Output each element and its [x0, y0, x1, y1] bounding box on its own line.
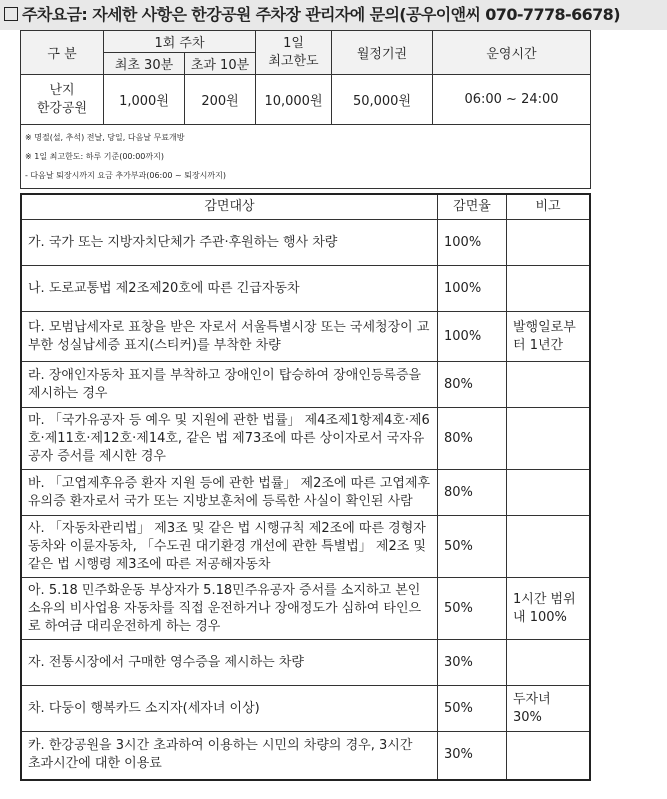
header-monthly: 월정기권	[332, 31, 433, 75]
page-title-text: 주차요금: 자세한 사항은 한강공원 주차장 관리자에 문의(공우이앤씨 070-7778-6678)	[22, 5, 620, 24]
discount-row	[21, 686, 590, 732]
cell-extra10: 200원	[185, 75, 256, 125]
discount-rate: 80%	[438, 362, 507, 408]
discount-target	[21, 516, 438, 578]
row-park-name	[21, 75, 104, 125]
discount-target	[21, 408, 438, 470]
cell-daily-max: 10,000원	[256, 75, 332, 125]
discount-row	[21, 408, 590, 470]
target-line: 가. 국가 또는 지방자치단체가 주관·후원하는 행사 차량	[28, 234, 338, 250]
discount-remark	[507, 516, 591, 578]
discount-remark	[507, 732, 591, 780]
park-name-1: 난지	[49, 82, 75, 98]
target-line: 사. 「자동차관리법」 제3조 및 같은 법 시행규칙 제2조에 따른 경형자	[28, 520, 426, 536]
discount-rate: 50%	[438, 578, 507, 640]
target-line: 바. 「고엽제후유증 환자 지원 등에 관한 법률」 제2조에 따른 고엽제후	[28, 475, 431, 491]
discount-rate: 30%	[438, 640, 507, 686]
remark-line: 1시간 범위	[513, 591, 576, 607]
cell-first30: 1,000원	[104, 75, 185, 125]
note-line: ※ 1일 최고한도: 하루 기준(00:00까지)	[25, 152, 164, 161]
header-first30: 최초 30분	[104, 53, 185, 75]
discount-remark	[507, 640, 591, 686]
discount-target	[21, 220, 438, 266]
discount-row	[21, 578, 590, 640]
cell-monthly: 50,000원	[332, 75, 433, 125]
target-line: 나. 도로교통법 제2조제20호에 따른 긴급자동차	[28, 280, 300, 296]
target-line: 차. 다둥이 행복카드 소지자(세자녀 이상)	[28, 700, 260, 716]
discount-rate: 80%	[438, 470, 507, 516]
header-remark: 비고	[507, 194, 591, 220]
fee-notes	[21, 125, 591, 189]
target-line: 라. 장애인자동차 표지를 부착하고 장애인이 탑승하여 장애인등록증을	[28, 367, 422, 383]
remark-line: 터 1년간	[513, 337, 564, 353]
target-line: 자. 전통시장에서 구매한 영수증을 제시하는 차량	[28, 654, 304, 670]
target-line: 로 하여금 대리운전하게 하는 경우	[28, 618, 221, 634]
discount-remark	[507, 362, 591, 408]
target-line: 카. 한강공원을 3시간 초과하여 이용하는 시민의 차량의 경우, 3시간	[28, 738, 413, 754]
discount-row	[21, 516, 590, 578]
discount-remark	[507, 312, 591, 362]
target-line: 초과시간에 대한 이용료	[28, 756, 162, 772]
header-hours: 운영시간	[433, 31, 591, 75]
note-line: - 다음날 퇴장시까지 요금 추가부과(06:00 ~ 퇴장시까지)	[25, 171, 226, 180]
page-title	[0, 0, 667, 30]
fee-table	[20, 30, 591, 189]
remark-line: 두자녀	[513, 691, 551, 707]
target-line: 소유의 비사업용 자동차를 직접 운전하거나 장애정도가 심하여 타인으	[28, 600, 422, 616]
discount-target	[21, 362, 438, 408]
cell-hours: 06:00 ~ 24:00	[433, 75, 591, 125]
discount-row	[21, 266, 590, 312]
discount-remark	[507, 578, 591, 640]
discount-row	[21, 312, 590, 362]
note-line: ※ 명절(설, 추석) 전날, 당일, 다음날 무료개방	[25, 133, 185, 142]
header-daily-1: 1일	[283, 35, 304, 51]
target-line: 다. 모범납세자로 표창을 받은 자로서 서울특별시장 또는 국세청장이 교	[28, 319, 430, 335]
header-target: 감면대상	[21, 194, 438, 220]
discount-remark	[507, 408, 591, 470]
header-daily-max	[256, 31, 332, 75]
discount-rate: 30%	[438, 732, 507, 780]
discount-row	[21, 220, 590, 266]
discount-rate: 50%	[438, 686, 507, 732]
discount-rate: 50%	[438, 516, 507, 578]
target-line: 마. 「국가유공자 등 예우 및 지원에 관한 법률」 제4조제1항제4호·제6	[28, 412, 430, 428]
target-line: 제시하는 경우	[28, 385, 108, 401]
discount-target	[21, 640, 438, 686]
discount-target	[21, 686, 438, 732]
remark-line: 30%	[513, 709, 542, 725]
target-line: 부한 성실납세증 표지(스티커)를 부착한 차량	[28, 337, 281, 353]
discount-rate: 80%	[438, 408, 507, 470]
park-name-2: 한강공원	[36, 100, 88, 116]
discount-remark	[507, 220, 591, 266]
discount-target	[21, 470, 438, 516]
target-line: 유의증 환자로서 국가 또는 지방보훈처에 등록한 사실이 확인된 사람	[28, 493, 413, 509]
header-division: 구 분	[21, 31, 104, 75]
discount-row	[21, 640, 590, 686]
discount-target	[21, 312, 438, 362]
discount-target	[21, 266, 438, 312]
remark-line: 내 100%	[513, 609, 567, 625]
header-extra10: 초과 10분	[185, 53, 256, 75]
discount-row	[21, 732, 590, 780]
checkbox-square-icon	[4, 7, 18, 21]
discount-rate: 100%	[438, 266, 507, 312]
target-line: 아. 5.18 민주화운동 부상자가 5.18민주유공자 증서를 소지하고 본인	[28, 582, 421, 598]
discount-row	[21, 470, 590, 516]
discount-table	[20, 193, 591, 781]
discount-rate: 100%	[438, 312, 507, 362]
remark-line: 발행일로부	[513, 319, 576, 335]
discount-rate: 100%	[438, 220, 507, 266]
target-line: 같은 법 시행령 제3조에 따른 저공해자동차	[28, 556, 271, 572]
header-daily-2: 최고한도	[268, 53, 319, 69]
target-line: 호·제11호·제12호·제14호, 같은 법 제73조에 따른 상이자로서 국자유	[28, 430, 425, 446]
target-line: 동차와 이륜자동차, 「수도권 대기환경 개선에 관한 특별법」 제2조 및	[28, 538, 426, 554]
header-once: 1회 주차	[104, 31, 256, 53]
target-line: 공자 증서를 제시한 경우	[28, 448, 166, 464]
discount-remark	[507, 470, 591, 516]
discount-remark	[507, 686, 591, 732]
discount-remark	[507, 266, 591, 312]
discount-target	[21, 732, 438, 780]
discount-row	[21, 362, 590, 408]
discount-target	[21, 578, 438, 640]
header-rate: 감면율	[438, 194, 507, 220]
